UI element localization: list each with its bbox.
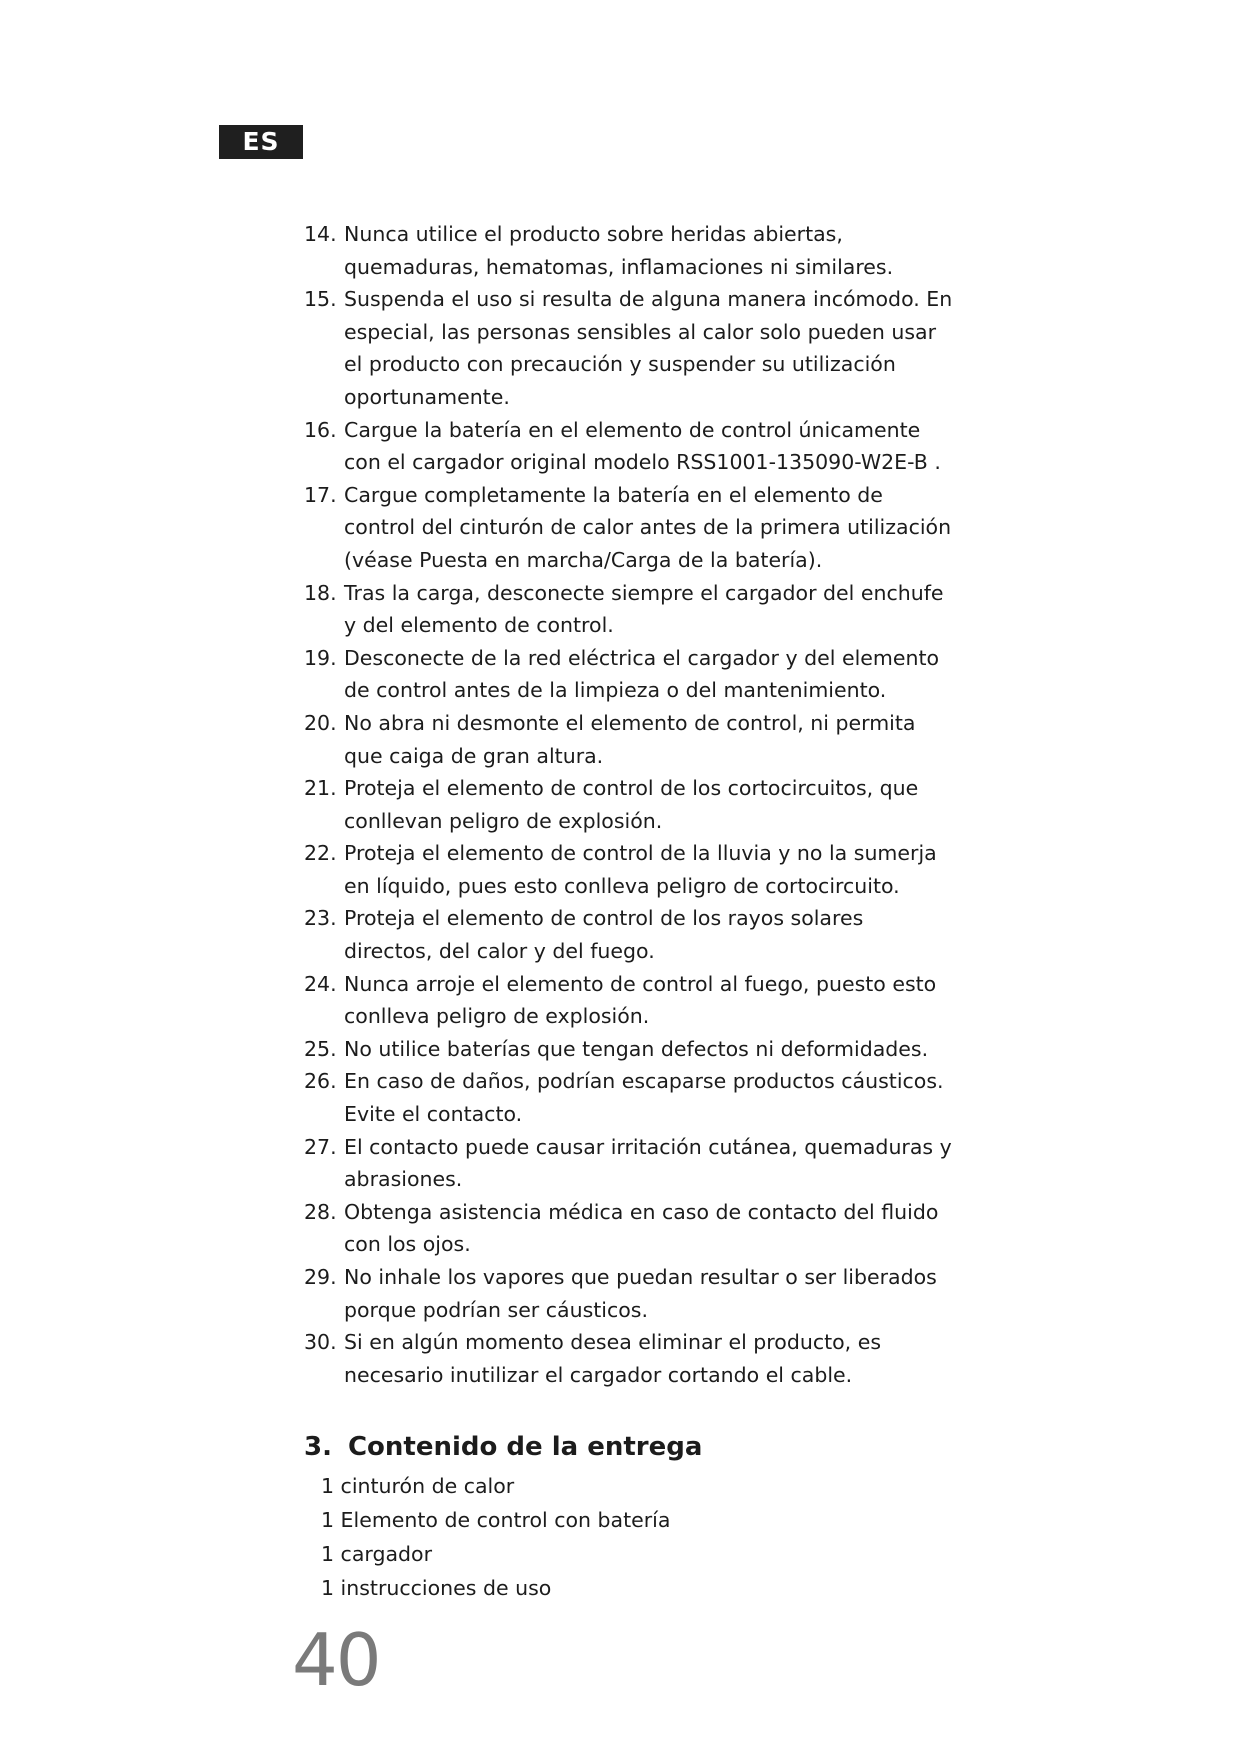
page-content [304,218,954,1605]
item-number: 21. [304,776,337,801]
list-item [304,283,954,413]
list-item [304,1033,954,1066]
item-number: 20. [304,710,337,735]
list-item [304,772,954,837]
item-text: Proteja el elemento de control de la lluvia y no la sumerja en líquido, pues esto conlleva peligro de cortocircuito. [344,841,937,898]
section-number: 3. [304,1432,332,1463]
list-item [304,414,954,479]
item-text: No inhale los vapores que puedan resultar o ser liberados porque podrían ser cáusticos. [344,1265,937,1322]
item-number: 29. [304,1265,337,1289]
list-item: 1 cinturón de calor [321,1474,515,1499]
item-text: Cargue la batería en el elemento de control únicamente con el cargador original modelo RSS1001-135090-W2E-B . [344,417,941,475]
item-text: Si en algún momento desea eliminar el producto, es necesario inutilizar el cargador cortando el cable. [344,1330,882,1387]
list-item [304,1326,954,1391]
list-item [304,577,954,642]
item-number: 23. [304,906,337,931]
item-text: Nunca utilice el producto sobre heridas abiertas, quemaduras, hematomas, inflamaciones ni similares. [344,222,894,279]
page-number: 40 [292,1618,380,1702]
item-number: 26. [304,1069,337,1094]
item-number: 24. [304,971,337,996]
item-text: Proteja el elemento de control de los rayos solares directos, del calor y del fuego. [344,906,864,964]
list-item [304,968,954,1033]
language-badge: ES [219,125,303,159]
item-number: 18. [304,580,337,605]
item-number: 19. [304,645,337,670]
delivery-contents-list [321,1469,954,1605]
item-number: 16. [304,417,337,442]
item-text: Nunca arroje el elemento de control al fuego, puesto esto conlleva peligro de explosión. [344,971,937,1029]
item-text: Obtenga asistencia médica en caso de contacto del fluido con los ojos. [344,1199,939,1257]
item-number: 15. [304,287,337,312]
section-heading [304,1429,954,1465]
item-text: No abra ni desmonte el elemento de control, ni permita que caiga de gran altura. [344,710,916,768]
item-number: 30. [304,1330,337,1355]
list-item [304,218,954,283]
item-text: En caso de daños, podrían escaparse productos cáusticos. Evite el contacto. [344,1069,944,1127]
item-text: Proteja el elemento de control de los cortocircuitos, que conllevan peligro de explosión. [344,776,919,833]
list-item [304,1261,954,1326]
item-text: Cargue completamente la batería en el elemento de control del cinturón de calor antes de la primera utilización (véase Puesta en marcha/Carga de la batería). [344,482,952,572]
list-item: 1 Elemento de control con batería [321,1508,671,1533]
section-title: Contenido de la entrega [347,1432,703,1463]
item-text: El contacto puede causar irritación cutánea, quemaduras y abrasiones. [344,1134,952,1192]
item-number: 27. [304,1134,337,1159]
list-item [304,707,954,772]
list-item [304,479,954,577]
item-number: 28. [304,1199,337,1224]
item-text: No utilice baterías que tengan defectos ni deformidades. [344,1036,929,1061]
item-text: Tras la carga, desconecte siempre el cargador del enchufe y del elemento de control. [344,580,944,638]
list-item [304,902,954,967]
list-item: 1 instrucciones de uso [321,1576,552,1601]
list-item [304,1131,954,1196]
item-number: 22. [304,841,337,866]
item-text: Desconecte de la red eléctrica el cargador y del elemento de control antes de la limpieza o del mantenimiento. [344,645,940,703]
list-item [304,1196,954,1261]
list-item [304,1065,954,1130]
safety-instructions-list [304,218,954,1391]
list-item [304,642,954,707]
item-number: 14. [304,222,337,246]
list-item [304,837,954,902]
item-text: Suspenda el uso si resulta de alguna manera incómodo. En especial, las personas sensibles al calor solo pueden usar el producto con precaución y suspender su utilización oportunamente. [344,287,953,409]
item-number: 25. [304,1036,337,1061]
item-number: 17. [304,482,337,507]
list-item: 1 cargador [321,1542,433,1567]
